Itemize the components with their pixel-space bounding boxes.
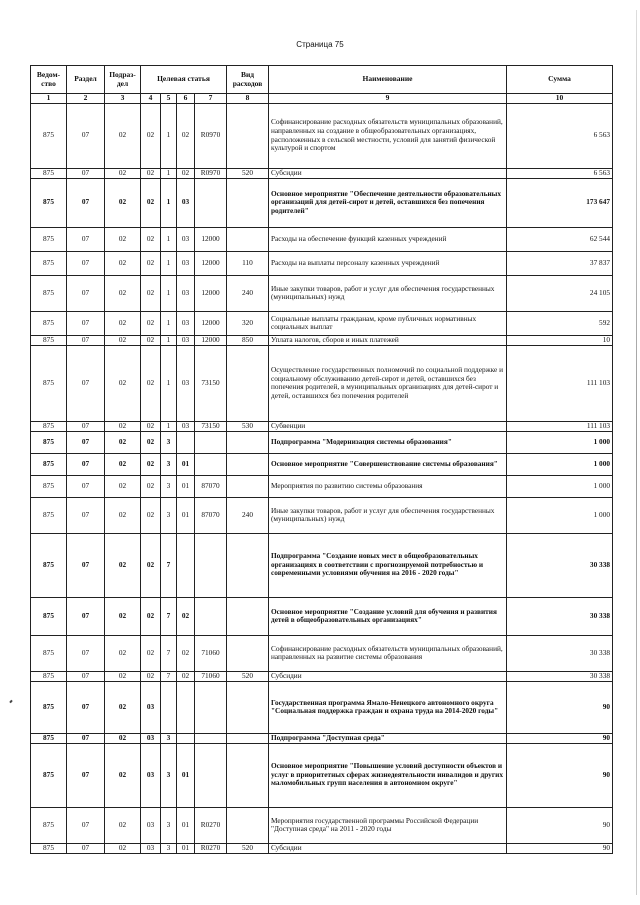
- cell-expense-type: 240: [227, 275, 269, 311]
- col-number: 6: [177, 94, 195, 104]
- cell-vedomstvo: 875: [31, 168, 67, 178]
- cell-target-2: 3: [161, 807, 177, 843]
- cell-podrazdel: 02: [105, 311, 141, 335]
- col-number: 8: [227, 94, 269, 104]
- cell-target-3: 03: [177, 335, 195, 345]
- cell-vedomstvo: 875: [31, 275, 67, 311]
- cell-name: Основное мероприятие "Обеспечение деятельности образовательных организаций для детей-сирот и детей, оставшихся без попечения родителей": [269, 178, 507, 227]
- cell-target-1: 02: [141, 533, 161, 597]
- cell-sum: 30 338: [507, 597, 613, 635]
- header-podrazdel: Подраз-дел: [105, 66, 141, 94]
- cell-target-2: 1: [161, 335, 177, 345]
- cell-name: Осуществление государственных полномочий по социальной поддержке и социальному обслуживанию детей-сирот и детей, оставшихся без попечения родителей, в муниципальных организациях для детей-сирот и детей, оставшихся без попечения родителей: [269, 345, 507, 421]
- cell-vedomstvo: 875: [31, 335, 67, 345]
- cell-razdel: 07: [67, 275, 105, 311]
- header-vedomstvo: Ведом-ство: [31, 66, 67, 94]
- cell-target-4: [195, 743, 227, 807]
- cell-target-4: 71060: [195, 635, 227, 671]
- table-row: [31, 103, 613, 168]
- cell-razdel: 07: [67, 733, 105, 743]
- cell-target-1: 02: [141, 453, 161, 475]
- cell-sum: 6 563: [507, 103, 613, 168]
- cell-target-1: 02: [141, 431, 161, 453]
- cell-target-2: 3: [161, 453, 177, 475]
- col-number: 7: [195, 94, 227, 104]
- cell-sum: 90: [507, 807, 613, 843]
- cell-target-3: 03: [177, 421, 195, 431]
- cell-vedomstvo: 875: [31, 681, 67, 733]
- cell-podrazdel: 02: [105, 807, 141, 843]
- cell-target-4: 71060: [195, 671, 227, 681]
- cell-podrazdel: 02: [105, 178, 141, 227]
- cell-expense-type: [227, 681, 269, 733]
- table-row: [31, 807, 613, 843]
- cell-target-1: 02: [141, 251, 161, 275]
- cell-target-3: 02: [177, 671, 195, 681]
- table-row: [31, 421, 613, 431]
- cell-podrazdel: 02: [105, 635, 141, 671]
- cell-sum: 111 103: [507, 345, 613, 421]
- cell-expense-type: 530: [227, 421, 269, 431]
- cell-podrazdel: 02: [105, 227, 141, 251]
- cell-podrazdel: 02: [105, 345, 141, 421]
- cell-target-3: 03: [177, 275, 195, 311]
- cell-target-2: 7: [161, 597, 177, 635]
- cell-target-3: 03: [177, 251, 195, 275]
- cell-vedomstvo: 875: [31, 421, 67, 431]
- cell-target-3: 03: [177, 178, 195, 227]
- cell-sum: 173 647: [507, 178, 613, 227]
- table-row: [31, 311, 613, 335]
- page-number-label: Страница 75: [296, 40, 344, 49]
- cell-target-2: 3: [161, 843, 177, 853]
- cell-target-2: 1: [161, 168, 177, 178]
- cell-expense-type: [227, 103, 269, 168]
- cell-vedomstvo: 875: [31, 671, 67, 681]
- cell-target-2: 1: [161, 227, 177, 251]
- cell-target-2: 7: [161, 533, 177, 597]
- cell-target-4: 12000: [195, 227, 227, 251]
- cell-name: Иные закупки товаров, работ и услуг для обеспечения государственных (муниципальных) нужд: [269, 275, 507, 311]
- cell-expense-type: [227, 453, 269, 475]
- cell-target-3: 03: [177, 227, 195, 251]
- cell-sum: 30 338: [507, 671, 613, 681]
- cell-razdel: 07: [67, 251, 105, 275]
- cell-sum: 30 338: [507, 533, 613, 597]
- cell-target-4: [195, 681, 227, 733]
- cell-razdel: 07: [67, 743, 105, 807]
- cell-name: Иные закупки товаров, работ и услуг для обеспечения государственных (муниципальных) нужд: [269, 497, 507, 533]
- cell-sum: 1 000: [507, 497, 613, 533]
- table-row: [31, 251, 613, 275]
- cell-name: Социальные выплаты гражданам, кроме публичных нормативных социальных выплат: [269, 311, 507, 335]
- cell-target-4: 12000: [195, 335, 227, 345]
- cell-vedomstvo: 875: [31, 178, 67, 227]
- col-number: 5: [161, 94, 177, 104]
- cell-sum: 1 000: [507, 431, 613, 453]
- cell-podrazdel: 02: [105, 431, 141, 453]
- cell-podrazdel: 02: [105, 597, 141, 635]
- cell-name: Уплата налогов, сборов и иных платежей: [269, 335, 507, 345]
- cell-razdel: 07: [67, 681, 105, 733]
- cell-target-1: 02: [141, 275, 161, 311]
- page-edge-shadow: [636, 10, 637, 895]
- cell-expense-type: [227, 597, 269, 635]
- cell-name: Расходы на выплаты персоналу казенных учреждений: [269, 251, 507, 275]
- cell-razdel: 07: [67, 843, 105, 853]
- cell-target-1: 03: [141, 681, 161, 733]
- cell-target-4: R0970: [195, 103, 227, 168]
- cell-razdel: 07: [67, 335, 105, 345]
- cell-sum: 37 837: [507, 251, 613, 275]
- cell-name: Государственная программа Ямало-Ненецкого автономного округа "Социальная поддержка граждан и охрана труда на 2014-2020 годы": [269, 681, 507, 733]
- cell-target-3: 03: [177, 345, 195, 421]
- table-row: [31, 733, 613, 743]
- cell-target-2: 3: [161, 431, 177, 453]
- cell-podrazdel: 02: [105, 843, 141, 853]
- cell-sum: 1 000: [507, 475, 613, 497]
- cell-sum: 10: [507, 335, 613, 345]
- cell-expense-type: 110: [227, 251, 269, 275]
- cell-target-4: 73150: [195, 421, 227, 431]
- cell-target-3: 03: [177, 311, 195, 335]
- cell-target-4: 12000: [195, 275, 227, 311]
- cell-name: Подпрограмма "Модернизация системы образования": [269, 431, 507, 453]
- table-row: [31, 671, 613, 681]
- cell-target-1: 02: [141, 597, 161, 635]
- cell-target-4: R0970: [195, 168, 227, 178]
- cell-razdel: 07: [67, 497, 105, 533]
- cell-target-4: 73150: [195, 345, 227, 421]
- cell-vedomstvo: 875: [31, 311, 67, 335]
- cell-podrazdel: 02: [105, 671, 141, 681]
- cell-target-3: 01: [177, 807, 195, 843]
- cell-target-4: [195, 431, 227, 453]
- table-row: [31, 227, 613, 251]
- cell-expense-type: 850: [227, 335, 269, 345]
- cell-expense-type: 520: [227, 671, 269, 681]
- cell-razdel: 07: [67, 168, 105, 178]
- cell-target-1: 02: [141, 635, 161, 671]
- cell-name: Мероприятия государственной программы Российской Федерации "Доступная среда" на 2011 - 2020 годы: [269, 807, 507, 843]
- cell-target-2: 1: [161, 421, 177, 431]
- cell-razdel: 07: [67, 311, 105, 335]
- cell-target-1: 02: [141, 103, 161, 168]
- cell-target-2: 3: [161, 733, 177, 743]
- cell-target-1: 02: [141, 311, 161, 335]
- cell-target-4: [195, 597, 227, 635]
- cell-target-1: 03: [141, 733, 161, 743]
- header-sum: Сумма: [507, 66, 613, 94]
- cell-target-1: 02: [141, 345, 161, 421]
- cell-podrazdel: 02: [105, 533, 141, 597]
- cell-podrazdel: 02: [105, 335, 141, 345]
- cell-podrazdel: 02: [105, 251, 141, 275]
- cell-sum: 90: [507, 733, 613, 743]
- cell-target-3: [177, 681, 195, 733]
- cell-razdel: 07: [67, 597, 105, 635]
- cell-target-3: 02: [177, 597, 195, 635]
- cell-target-1: 02: [141, 178, 161, 227]
- cell-vedomstvo: 875: [31, 475, 67, 497]
- cell-name: Подпрограмма "Доступная среда": [269, 733, 507, 743]
- cell-vedomstvo: 875: [31, 251, 67, 275]
- cell-target-3: [177, 431, 195, 453]
- cell-target-2: 1: [161, 178, 177, 227]
- cell-podrazdel: 02: [105, 497, 141, 533]
- cell-target-3: [177, 533, 195, 597]
- cell-target-4: 12000: [195, 311, 227, 335]
- scan-artifact: [9, 700, 12, 704]
- cell-expense-type: 520: [227, 843, 269, 853]
- cell-razdel: 07: [67, 227, 105, 251]
- cell-razdel: 07: [67, 431, 105, 453]
- cell-target-1: 02: [141, 168, 161, 178]
- cell-name: Субсидии: [269, 168, 507, 178]
- cell-target-2: 1: [161, 251, 177, 275]
- cell-target-1: 02: [141, 671, 161, 681]
- cell-razdel: 07: [67, 345, 105, 421]
- cell-target-1: 02: [141, 421, 161, 431]
- header-expense-type: Вид расходов: [227, 66, 269, 94]
- cell-sum: 90: [507, 743, 613, 807]
- cell-podrazdel: 02: [105, 421, 141, 431]
- cell-expense-type: [227, 431, 269, 453]
- cell-expense-type: [227, 345, 269, 421]
- cell-vedomstvo: 875: [31, 743, 67, 807]
- table-body: [31, 103, 613, 853]
- col-number: 2: [67, 94, 105, 104]
- cell-name: Основное мероприятие "Создание условий для обучения и развития детей в общеобразовательных организациях": [269, 597, 507, 635]
- cell-target-2: 1: [161, 275, 177, 311]
- cell-target-4: 87070: [195, 475, 227, 497]
- cell-target-4: R0270: [195, 843, 227, 853]
- header-razdel: Раздел: [67, 66, 105, 94]
- cell-target-3: 02: [177, 103, 195, 168]
- cell-name: Расходы на обеспечение функций казенных учреждений: [269, 227, 507, 251]
- cell-vedomstvo: 875: [31, 103, 67, 168]
- cell-target-4: [195, 453, 227, 475]
- cell-vedomstvo: 875: [31, 807, 67, 843]
- cell-name: Субвенции: [269, 421, 507, 431]
- cell-expense-type: [227, 807, 269, 843]
- cell-razdel: 07: [67, 103, 105, 168]
- cell-sum: 90: [507, 843, 613, 853]
- col-number: 10: [507, 94, 613, 104]
- cell-target-3: 02: [177, 635, 195, 671]
- cell-target-3: 01: [177, 453, 195, 475]
- cell-podrazdel: 02: [105, 275, 141, 311]
- cell-razdel: 07: [67, 421, 105, 431]
- cell-name: Субсидии: [269, 843, 507, 853]
- cell-vedomstvo: 875: [31, 597, 67, 635]
- table-row: [31, 431, 613, 453]
- cell-vedomstvo: 875: [31, 497, 67, 533]
- cell-target-4: R0270: [195, 807, 227, 843]
- table-row: [31, 843, 613, 853]
- cell-target-1: 03: [141, 743, 161, 807]
- cell-target-2: 3: [161, 497, 177, 533]
- col-number: 1: [31, 94, 67, 104]
- cell-expense-type: [227, 178, 269, 227]
- table-row: [31, 335, 613, 345]
- cell-expense-type: [227, 635, 269, 671]
- table-row: [31, 681, 613, 733]
- cell-target-4: [195, 733, 227, 743]
- cell-sum: 90: [507, 681, 613, 733]
- cell-expense-type: [227, 475, 269, 497]
- table-row: [31, 743, 613, 807]
- cell-razdel: 07: [67, 807, 105, 843]
- col-number: 9: [269, 94, 507, 104]
- cell-razdel: 07: [67, 453, 105, 475]
- cell-target-3: 01: [177, 743, 195, 807]
- cell-target-4: [195, 533, 227, 597]
- cell-target-2: 1: [161, 311, 177, 335]
- table-row: [31, 597, 613, 635]
- cell-expense-type: 520: [227, 168, 269, 178]
- cell-podrazdel: 02: [105, 453, 141, 475]
- cell-target-1: 02: [141, 475, 161, 497]
- cell-razdel: 07: [67, 671, 105, 681]
- cell-razdel: 07: [67, 533, 105, 597]
- cell-expense-type: [227, 227, 269, 251]
- cell-razdel: 07: [67, 475, 105, 497]
- cell-sum: 30 338: [507, 635, 613, 671]
- cell-name: Софинансирование расходных обязательств муниципальных образований, направленных на развитие системы образования: [269, 635, 507, 671]
- cell-name: Подпрограмма "Создание новых мест в общеобразовательных организациях в соответствии с прогнозируемой потребностью и современными условиями обучения на 2016 - 2020 годы": [269, 533, 507, 597]
- table-row: [31, 497, 613, 533]
- cell-podrazdel: 02: [105, 681, 141, 733]
- col-number: 4: [141, 94, 161, 104]
- cell-expense-type: 320: [227, 311, 269, 335]
- cell-target-4: 12000: [195, 251, 227, 275]
- table-row: [31, 475, 613, 497]
- cell-target-2: 3: [161, 743, 177, 807]
- cell-target-1: 03: [141, 807, 161, 843]
- cell-target-2: [161, 681, 177, 733]
- cell-target-1: 02: [141, 335, 161, 345]
- cell-name: Основное мероприятие "Совершенствование системы образования": [269, 453, 507, 475]
- cell-vedomstvo: 875: [31, 227, 67, 251]
- table-row: [31, 178, 613, 227]
- cell-podrazdel: 02: [105, 733, 141, 743]
- cell-target-1: 03: [141, 843, 161, 853]
- cell-sum: 1 000: [507, 453, 613, 475]
- cell-vedomstvo: 875: [31, 843, 67, 853]
- table-row: [31, 168, 613, 178]
- cell-target-4: 87070: [195, 497, 227, 533]
- cell-podrazdel: 02: [105, 103, 141, 168]
- cell-vedomstvo: 875: [31, 533, 67, 597]
- cell-target-3: 01: [177, 475, 195, 497]
- cell-target-3: [177, 733, 195, 743]
- cell-target-3: 01: [177, 497, 195, 533]
- cell-sum: 24 105: [507, 275, 613, 311]
- header-name: Наименование: [269, 66, 507, 94]
- cell-vedomstvo: 875: [31, 345, 67, 421]
- cell-razdel: 07: [67, 178, 105, 227]
- cell-target-3: 02: [177, 168, 195, 178]
- cell-razdel: 07: [67, 635, 105, 671]
- col-number: 3: [105, 94, 141, 104]
- cell-expense-type: [227, 743, 269, 807]
- cell-expense-type: [227, 533, 269, 597]
- cell-name: Субсидии: [269, 671, 507, 681]
- cell-target-2: 1: [161, 345, 177, 421]
- cell-vedomstvo: 875: [31, 635, 67, 671]
- cell-sum: 592: [507, 311, 613, 335]
- cell-name: Основное мероприятие "Повышение условий доступности объектов и услуг в приоритетных сферах жизнедеятельности инвалидов и других маломобильных групп населения в автономном округе": [269, 743, 507, 807]
- cell-target-2: 7: [161, 671, 177, 681]
- budget-table: [30, 65, 613, 854]
- cell-target-1: 02: [141, 227, 161, 251]
- cell-podrazdel: 02: [105, 475, 141, 497]
- cell-sum: 6 563: [507, 168, 613, 178]
- cell-target-2: 7: [161, 635, 177, 671]
- cell-target-3: 01: [177, 843, 195, 853]
- cell-sum: 62 544: [507, 227, 613, 251]
- header-target-article: Целевая статья: [141, 66, 227, 94]
- table-row: [31, 635, 613, 671]
- cell-target-4: [195, 178, 227, 227]
- cell-target-2: 1: [161, 103, 177, 168]
- cell-vedomstvo: 875: [31, 431, 67, 453]
- cell-podrazdel: 02: [105, 743, 141, 807]
- cell-sum: 111 103: [507, 421, 613, 431]
- cell-expense-type: [227, 733, 269, 743]
- table-row: [31, 533, 613, 597]
- cell-podrazdel: 02: [105, 168, 141, 178]
- cell-expense-type: 240: [227, 497, 269, 533]
- cell-vedomstvo: 875: [31, 453, 67, 475]
- table-row: [31, 453, 613, 475]
- cell-target-1: 02: [141, 497, 161, 533]
- cell-name: Софинансирование расходных обязательств муниципальных образований, направленных на создание в общеобразовательных организациях, расположенных в сельской местности, условий для занятий физической культурой и спортом: [269, 103, 507, 168]
- table-row: [31, 345, 613, 421]
- table-row: [31, 275, 613, 311]
- cell-target-2: 3: [161, 475, 177, 497]
- cell-vedomstvo: 875: [31, 733, 67, 743]
- cell-name: Мероприятия по развитию системы образования: [269, 475, 507, 497]
